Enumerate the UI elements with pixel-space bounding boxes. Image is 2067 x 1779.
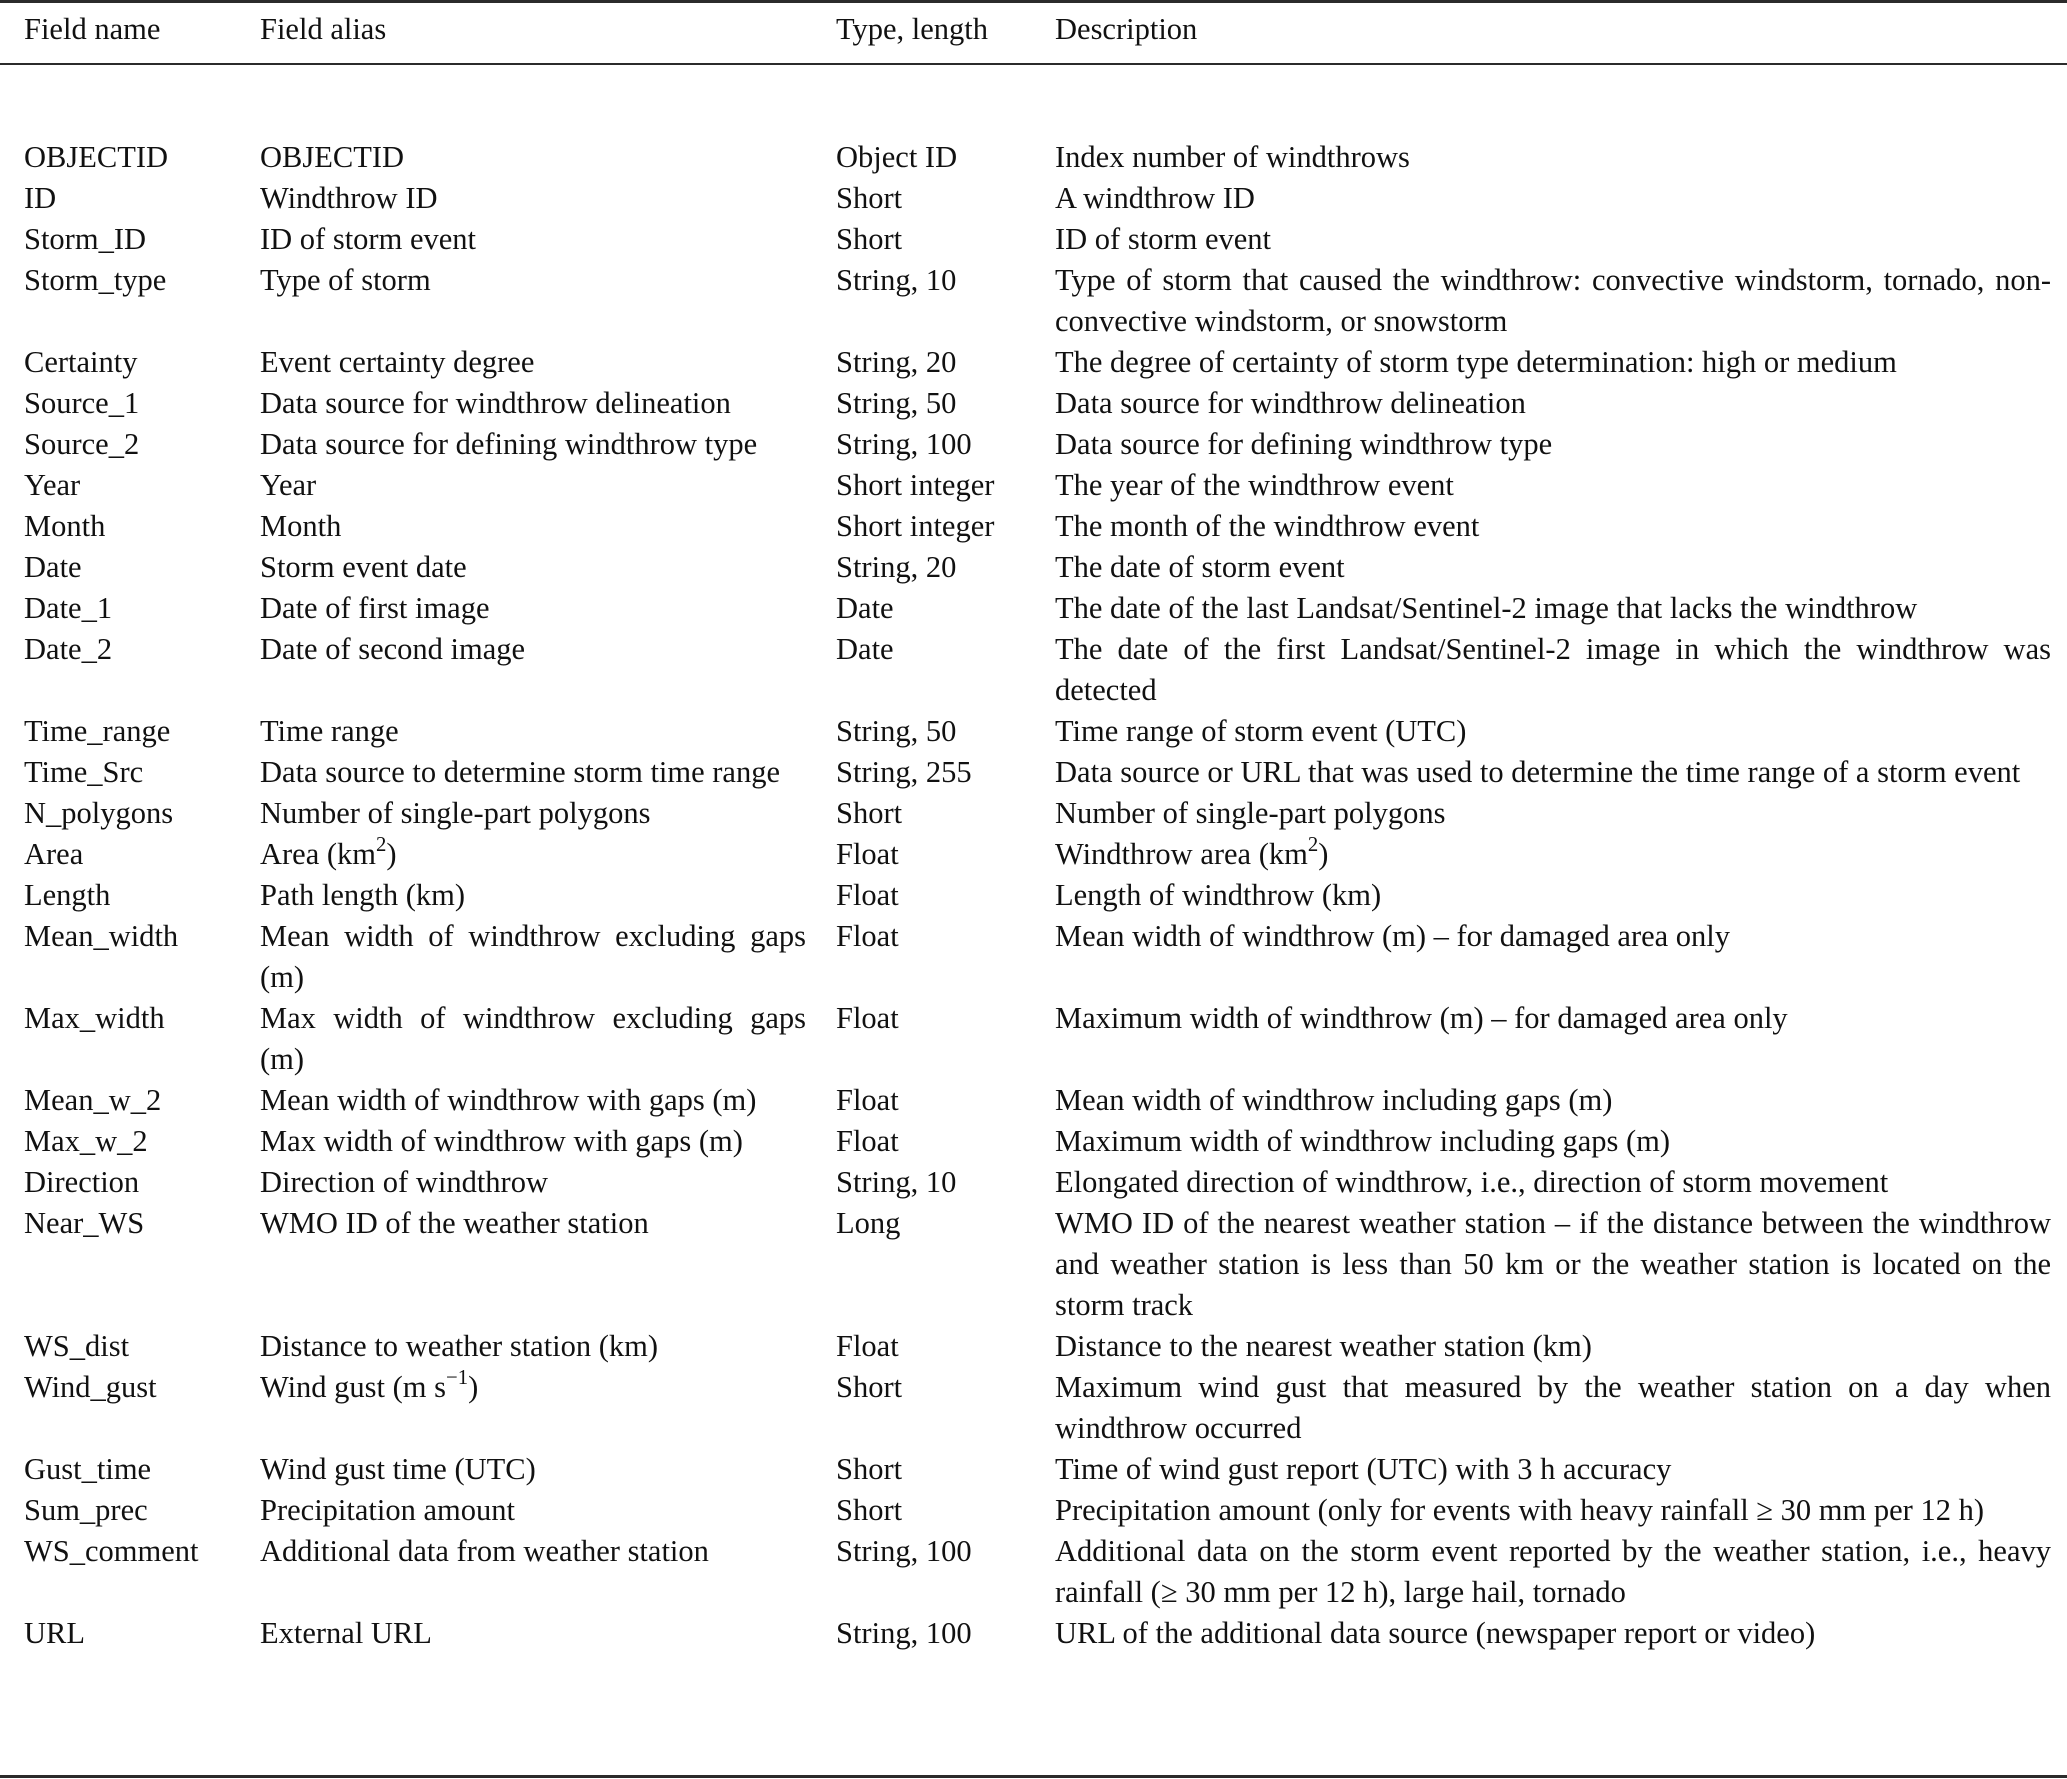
cell-field-alias: Area $(km^2)$ <box>260 834 397 871</box>
cell-description: The year of the windthrow event <box>1055 468 1454 502</box>
cell-type-length: String, 100 <box>836 1616 972 1650</box>
cell-type-length: String, 255 <box>836 755 972 789</box>
cell-description: Mean width of windthrow (m) – for damaged area only <box>1055 919 1731 953</box>
cell-description: The date of the last Landsat/Sentinel-2 image that lacks the windthrow <box>1055 591 1918 625</box>
table-row <box>0 1121 2067 1162</box>
cell-field-name: Storm_type <box>24 263 167 297</box>
cell-type-length: String, 50 <box>836 386 957 420</box>
table-row <box>0 465 2067 506</box>
table-row <box>0 875 2067 916</box>
table-row <box>0 506 2067 547</box>
cell-type-length: Short <box>836 181 903 215</box>
cell-field-alias: Additional data from weather station <box>260 1534 709 1568</box>
cell-field-name: Time_range <box>24 714 171 748</box>
table-row <box>0 1162 2067 1203</box>
cell-description: Time of wind gust report (UTC) with 3 h accuracy <box>1055 1452 1672 1486</box>
table-row <box>0 1203 2067 1326</box>
cell-field-alias: Mean width of windthrow excluding gaps (m) <box>260 919 806 994</box>
cell-field-alias: Data source for defining windthrow type <box>260 427 758 461</box>
table-row <box>0 1449 2067 1490</box>
cell-type-length: Short integer <box>836 509 995 543</box>
cell-field-alias: Mean width of windthrow with gaps (m) <box>260 1083 757 1117</box>
cell-type-length: Long <box>836 1206 901 1240</box>
cell-field-name: ID <box>24 181 57 215</box>
table-row <box>0 1531 2067 1613</box>
cell-field-name: WS_comment <box>24 1534 199 1568</box>
table-row <box>0 629 2067 711</box>
cell-field-name: Date <box>24 550 82 584</box>
cell-type-length: Short <box>836 1370 903 1404</box>
table-row <box>0 547 2067 588</box>
cell-description: Index number of windthrows <box>1055 140 1410 174</box>
cell-type-length: Float <box>836 837 899 871</box>
cell-field-alias: Data source to determine storm time range <box>260 755 781 789</box>
cell-type-length: Short integer <box>836 468 995 502</box>
header-type-length: Type, length <box>836 12 989 46</box>
cell-description: The date of storm event <box>1055 550 1345 584</box>
cell-field-alias: Year <box>260 468 317 502</box>
table-row <box>0 1326 2067 1367</box>
cell-field-name: Storm_ID <box>24 222 146 256</box>
cell-field-name: Mean_w_2 <box>24 1083 162 1117</box>
table-row <box>0 752 2067 793</box>
cell-field-alias: Date of second image <box>260 632 526 666</box>
cell-type-length: Float <box>836 1083 899 1117</box>
cell-type-length: Short <box>836 796 903 830</box>
cell-description: The month of the windthrow event <box>1055 509 1480 543</box>
cell-description: Data source for defining windthrow type <box>1055 427 1553 461</box>
cell-field-name: Source_1 <box>24 386 140 420</box>
cell-field-name: Area <box>24 837 84 871</box>
cell-field-name: URL <box>24 1616 85 1650</box>
cell-type-length: Date <box>836 632 894 666</box>
cell-type-length: String, 10 <box>836 263 957 297</box>
cell-type-length: Float <box>836 1001 899 1035</box>
cell-field-alias: External URL <box>260 1616 432 1650</box>
table-row <box>0 916 2067 998</box>
cell-field-name: Source_2 <box>24 427 140 461</box>
cell-field-name: Date_2 <box>24 632 113 666</box>
cell-description: Length of windthrow (km) <box>1055 878 1382 912</box>
cell-type-length: Date <box>836 591 894 625</box>
cell-field-alias: Precipitation amount <box>260 1493 515 1527</box>
table-row <box>0 793 2067 834</box>
cell-type-length: Float <box>836 1329 899 1363</box>
cell-type-length: String, 100 <box>836 1534 972 1568</box>
cell-field-alias: Event certainty degree <box>260 345 535 379</box>
cell-type-length: Float <box>836 919 899 953</box>
cell-description: Time range of storm event (UTC) <box>1055 714 1467 748</box>
cell-description: Windthrow area $(km^2)$ <box>1055 834 1329 871</box>
cell-field-alias: ID of storm event <box>260 222 476 256</box>
cell-type-length: Short <box>836 1493 903 1527</box>
cell-field-name: Mean_width <box>24 919 179 953</box>
table-row <box>0 424 2067 465</box>
table-row <box>0 219 2067 260</box>
cell-type-length: String, 50 <box>836 714 957 748</box>
cell-field-alias: Windthrow ID <box>260 181 438 215</box>
cell-type-length: String, 20 <box>836 550 957 584</box>
cell-field-alias: Date of first image <box>260 591 490 625</box>
cell-type-length: Short <box>836 1452 903 1486</box>
cell-description: Maximum width of windthrow (m) – for damaged area only <box>1055 1001 1788 1035</box>
cell-field-name: Time_Src <box>24 755 144 789</box>
cell-type-length: Float <box>836 878 899 912</box>
header-field-name: Field name <box>24 12 161 46</box>
cell-field-name: Date_1 <box>24 591 113 625</box>
cell-field-name: Wind_gust <box>24 1370 157 1404</box>
cell-field-alias: Month <box>260 509 342 543</box>
cell-field-alias: Max width of windthrow excluding gaps (m) <box>260 1001 806 1076</box>
cell-description: Number of single-part polygons <box>1055 796 1446 830</box>
cell-field-name: N_polygons <box>24 796 174 830</box>
cell-type-length: Short <box>836 222 903 256</box>
cell-description: Precipitation amount (only for events with heavy rainfall ≥ 30 mm per 12 h) <box>1055 1493 1984 1527</box>
table-bottom-rule <box>0 1775 2067 1778</box>
cell-field-alias: Time range <box>260 714 399 748</box>
cell-field-alias: Data source for windthrow delineation <box>260 386 731 420</box>
cell-description: Data source for windthrow delineation <box>1055 386 1526 420</box>
table-row <box>0 711 2067 752</box>
cell-field-alias: Distance to weather station (km) <box>260 1329 659 1363</box>
table-row <box>0 1613 2067 1654</box>
cell-description: The date of the first Landsat/Sentinel-2 image in which the windthrow was detected <box>1055 632 2051 707</box>
cell-description: ID of storm event <box>1055 222 1271 256</box>
table-row <box>0 1080 2067 1121</box>
cell-field-alias: OBJECTID <box>260 140 405 174</box>
table-row <box>0 1490 2067 1531</box>
cell-field-name: WS_dist <box>24 1329 130 1363</box>
cell-field-name: Max_w_2 <box>24 1124 148 1158</box>
table-row <box>0 260 2067 342</box>
header-row <box>0 0 2067 63</box>
cell-description: Distance to the nearest weather station (km) <box>1055 1329 1592 1363</box>
cell-description: Additional data on the storm event reported by the weather station, i.e., heavy rainfall (≥ 30 mm per 12 h), large hail, tornado <box>1055 1534 2051 1609</box>
cell-field-alias: Wind gust time (UTC) <box>260 1452 536 1486</box>
cell-field-alias: WMO ID of the weather station <box>260 1206 649 1240</box>
cell-description: Maximum wind gust that measured by the weather station on a day when windthrow occurred <box>1055 1370 2051 1445</box>
cell-field-alias: Wind gust (m $s^{-1}$) <box>260 1367 479 1404</box>
cell-type-length: String, 100 <box>836 427 972 461</box>
cell-type-length: String, 20 <box>836 345 957 379</box>
table-row <box>0 834 2067 875</box>
cell-description: Maximum width of windthrow including gaps (m) <box>1055 1124 1671 1158</box>
cell-field-alias: Max width of windthrow with gaps (m) <box>260 1124 743 1158</box>
cell-field-name: Month <box>24 509 106 543</box>
cell-type-length: Float <box>836 1124 899 1158</box>
cell-field-alias: Storm event date <box>260 550 467 584</box>
header-field-alias: Field alias <box>260 12 387 46</box>
cell-field-name: Gust_time <box>24 1452 152 1486</box>
table-row <box>0 63 2067 178</box>
table-row <box>0 1367 2067 1449</box>
cell-field-alias: Path length (km) <box>260 878 465 912</box>
table-header <box>0 0 2067 63</box>
cell-description: The degree of certainty of storm type determination: high or medium <box>1055 345 1897 379</box>
cell-field-name: Max_width <box>24 1001 165 1035</box>
cell-field-name: Near_WS <box>24 1206 145 1240</box>
cell-field-name: Year <box>24 468 81 502</box>
cell-field-alias: Direction of windthrow <box>260 1165 548 1199</box>
cell-field-name: Length <box>24 878 111 912</box>
table-row <box>0 998 2067 1080</box>
cell-field-name: Sum_prec <box>24 1493 148 1527</box>
cell-description: Mean width of windthrow including gaps (m) <box>1055 1083 1613 1117</box>
cell-field-alias: Number of single-part polygons <box>260 796 651 830</box>
cell-description: Type of storm that caused the windthrow: convective windstorm, tornado, non-convective windstorm, or snowstorm <box>1055 263 2051 338</box>
header-description: Description <box>1055 12 1198 46</box>
cell-field-name: Certainty <box>24 345 138 379</box>
cell-field-name: OBJECTID <box>24 140 169 174</box>
cell-description: WMO ID of the nearest weather station – if the distance between the windthrow and weather station is less than 50 km or the weather station is located on the storm track <box>1055 1206 2051 1322</box>
cell-description: Elongated direction of windthrow, i.e., direction of storm movement <box>1055 1165 1889 1199</box>
table-row <box>0 588 2067 629</box>
cell-type-length: Object ID <box>836 140 958 174</box>
cell-description: URL of the additional data source (newspaper report or video) <box>1055 1616 1816 1650</box>
table-row <box>0 178 2067 219</box>
cell-description: A windthrow ID <box>1055 181 1255 215</box>
cell-type-length: String, 10 <box>836 1165 957 1199</box>
table-body <box>0 63 2067 1654</box>
table-row <box>0 383 2067 424</box>
table-row <box>0 342 2067 383</box>
cell-field-name: Direction <box>24 1165 140 1199</box>
cell-field-alias: Type of storm <box>260 263 431 297</box>
cell-description: Data source or URL that was used to determine the time range of a storm event <box>1055 755 2021 789</box>
